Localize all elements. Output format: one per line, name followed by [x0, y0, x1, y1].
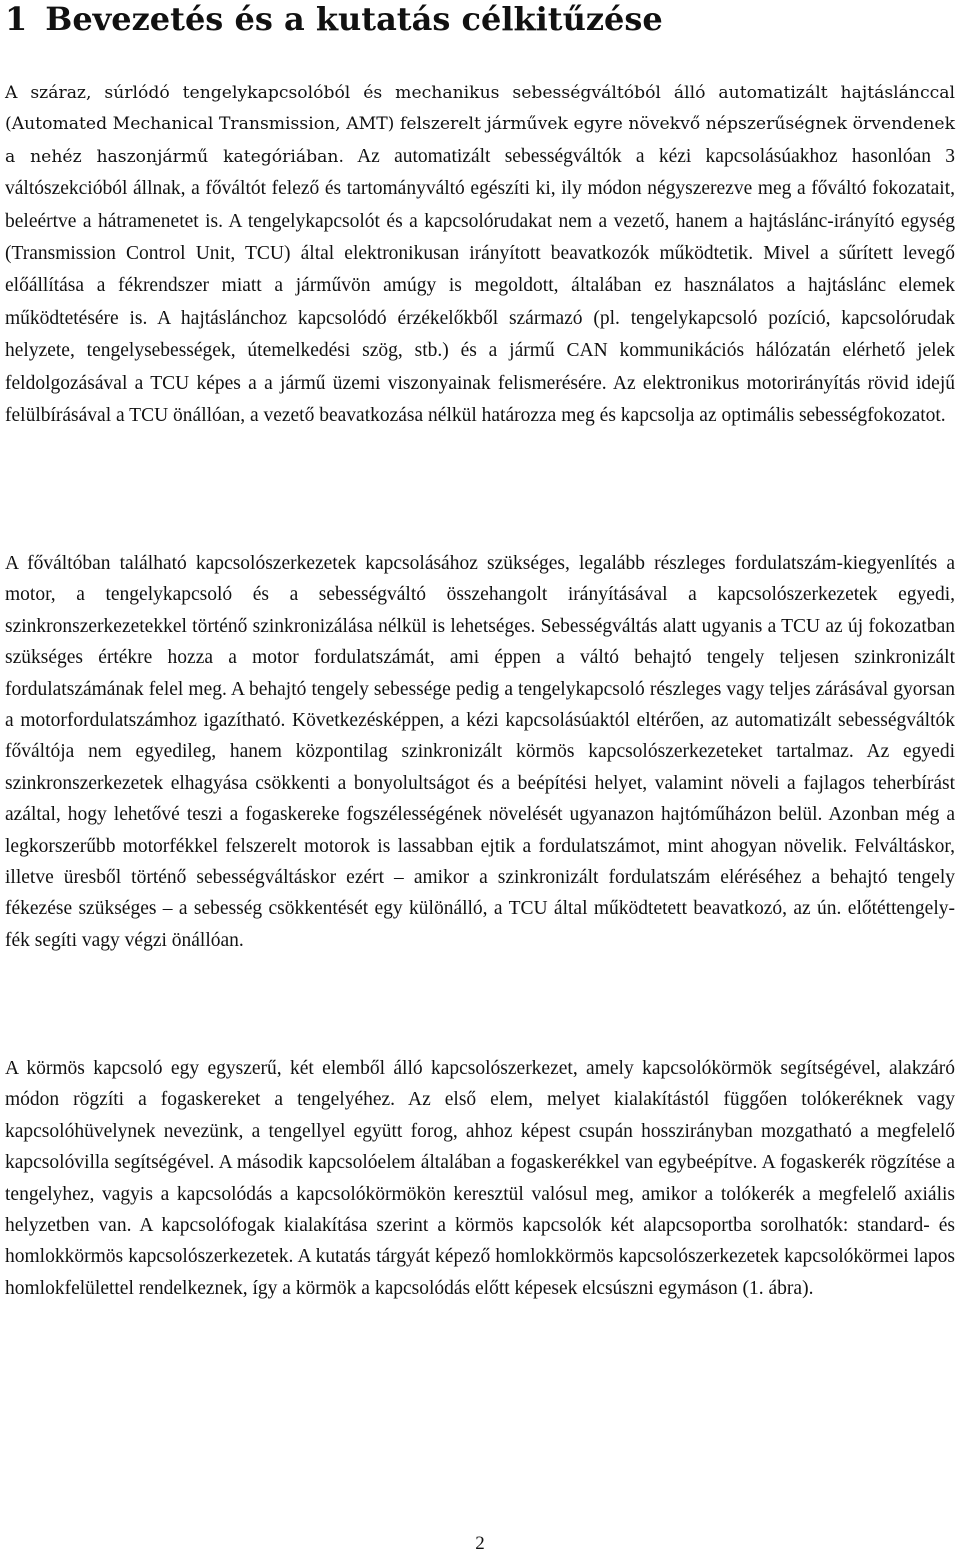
page-number: 2: [475, 1533, 485, 1554]
section-heading: [5, 0, 663, 40]
paragraph-dog-clutch: A körmös kapcsoló egy egyszerű, két elemből álló kapcsolószerkezet, amely kapcsolókörmök segítségével, alakzáró módon rögzíti a fogaskereket a tengelyéhez. Az első elem, melyet kialakítástól függően tolókeréknek vagy kapcsolóhüvelynek nevezünk, a tengellyel együtt forog, ahhoz képest csupán hosszirányban mozgatható a megfelelő kapcsolóvilla segítségével. A második kapcsolóelem általában a fogaskerékkel van egybeépítve. A fogaskerék rögzítése a tengelyhez, vagyis a kapcsolódás a kapcsolókörmökön keresztül valósul meg, amikor a tolókerék a megfelelő axiális helyzetben van. A kapcsolófogak kialakítása szerint a körmös kapcsolók két alapcsoportba sorolhatók: standard- és homlokkörmös kapcsolószerkezetek. A kutatás tárgyát képező homlokkörmös kapcsolószerkezetek kapcsolókörmei lapos homlokfelülettel rendelkeznek, így a körmök a kapcsolódás előtt képesek elcsúszni egymáson (1. ábra).: [5, 1058, 955, 1299]
section-title: Bevezetés és a kutatás célkitűzése: [45, 0, 663, 38]
paragraph-intro-rest: Az automatizált sebességváltók a kézi kapcsolásúakhoz hasonlóan 3 váltószekcióból állnak, a főváltót felező és tartományváltó egészíti ki, ily módon négyszerezve meg a főváltó fokozatait, beleértve a hátramenetet is. A tengelykapcsolót és a kapcsolórudakat nem a vezető, hanem a hajtáslánc-irányító egység (Transmission Control Unit, TCU) által elektronikusan irányított beavatkozók működtetik. Mivel a sűrített levegő előállítása a fékrendszer miatt a járművön amúgy is megoldott, általában ez használatos a hajtáslánc elemek működtetésére is. A hajtáslánchoz kapcsolódó érzékelőkből származó (pl. tengelykapcsoló pozíció, kapcsolórudak helyzete, tengelysebességek, útemelkedési szög, stb.) és a jármű CAN kommunikációs hálózatán elérhető jelek feldolgozásával a TCU képes a a jármű üzemi viszonyainak felismerésére. Az elektronikus motorirányítás rövid idejű felülbírásával a TCU önállóan, a vezető beavatkozása nélkül határozza meg és kapcsolja az optimális sebességfokozatot.: [5, 145, 955, 427]
paragraph-synchronization: A főváltóban található kapcsolószerkezetek kapcsolásához szükséges, legalább részleges fordulatszám-kiegyenlítés a motor, a tengelykapcsoló és a sebességváltó összehangolt irányításával a kapcsolószerkezetek egyedi, szinkronszerkezetekkel történő szinkronizálása nélkül is lehetséges. Sebességváltás alatt ugyanis a TCU az új fokozatban szükséges értékre hozza a motor fordulatszámát, ami éppen a váltó behajtó tengely teljesen szinkronizált fordulatszámának felel meg. A behajtó tengely sebessége pedig a tengelykapcsoló részleges vagy teljes zárásával gyorsan a motorfordulatszámhoz igazítható. Következésképpen, a kézi kapcsolásúaktól eltérően, az automatizált sebességváltók főváltója nem egyedileg, hanem központilag szinkronizált körmös kapcsolószerkezeteket tartalmaz. Az egyedi szinkronszerkezetek elhagyása csökkenti a bonyolultságot és a beépítési helyet, valamint növeli a fajlagos teherbírást azáltal, hogy lehetővé teszi a fogaskereke fogszélességének növelését ugyanazon hajtóműházon belül. Azonban még a legkorszerűbb motorfékkel felszerelt motorok is lassabban ejtik a fordulatszámot, mint ahogyan növelik. Felváltáskor, illetve üresből történő sebességváltáskor ezért – amikor a szinkronizált fordulatszám eléréséhez a behajtó tengely fékezése szükséges – a sebesség csökkentését egy különálló, a TCU által működtetett beavatkozó, az ún. előtéttengely-fék segíti vagy végzi önállóan.: [5, 553, 955, 951]
section-number: 1: [5, 0, 28, 38]
paragraph-intro: [5, 78, 955, 432]
paragraph-intro-lead: A száraz, súrlódó tengelykapcsolóból és mechanikus sebességváltóból álló automatizált hajtáslánccal (Automated Mechanical Transmission, AMT) felszerelt járművek egyre növekvő népszerűségnek örvendenek a nehéz haszonjármű kategóriában.: [5, 83, 955, 167]
